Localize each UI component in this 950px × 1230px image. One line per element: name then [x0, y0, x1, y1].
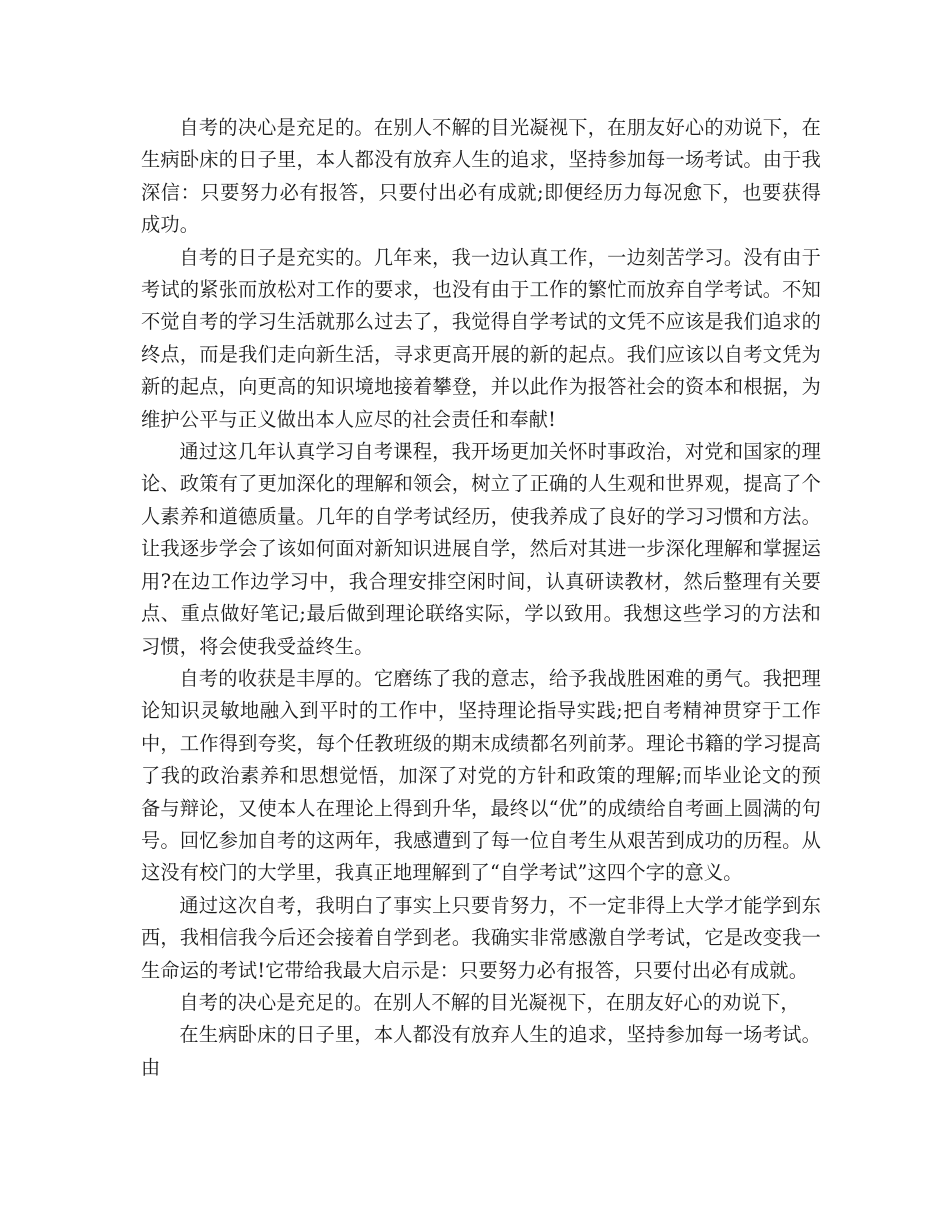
paragraph-6: 自考的决心是充足的。在别人不解的目光凝视下，在朋友好心的劝说下， — [179, 990, 800, 1014]
paragraph-3: 通过这几年认真学习自考课程，我开场更加关怀时事政治，对党和国家的理论、政策有了更加深化的理解和领会，树立了正确的人生观和世界观，提高了个人素养和道德质量。几年的自学考试经历，使我养成了良好的学习习惯和方法。让我逐步学会了该如何面对新知识进展自学，然后对其进一步深化理解和掌握运用?在边工作边学习中，我合理安排空闲时间，认真研读教材，然后整理有关要点、重点做好笔记;最后做到理论联络实际，学以致用。我想这些学习的方法和习惯，将会使我受益终生。 — [141, 440, 821, 658]
paragraph-1: 自考的决心是充足的。在别人不解的目光凝视下，在朋友好心的劝说下，在生病卧床的日子里，本人都没有放弃人生的追求，坚持参加每一场考试。由于我深信：只要努力必有报答，只要付出必有成就;即便经历力每况愈下，也要获得成功。 — [141, 116, 821, 237]
paragraph-4: 自考的收获是丰厚的。它磨练了我的意志，给予我战胜困难的勇气。我把理论知识灵敏地融入到平时的工作中，坚持理论指导实践;把自考精神贯穿于工作中，工作得到夸奖，每个任教班级的期末成绩都名列前茅。理论书籍的学习提高了我的政治素养和思想觉悟，加深了对党的方针和政策的理解;而毕业论文的预备与辩论，又使本人在理论上得到升华，最终以“优”的成绩给自考画上圆满的句号。回忆参加自考的这两年，我感遭到了每一位自考生从艰苦到成功的历程。从这没有校门的大学里，我真正地理解到了“自学考试”这四个字的意义。 — [141, 666, 821, 885]
paragraph-2: 自考的日子是充实的。几年来，我一边认真工作，一边刻苦学习。没有由于考试的紧张而放松对工作的要求，也没有由于工作的繁忙而放弃自学考试。不知不觉自考的学习生活就那么过去了，我觉得自学考试的文凭不应该是我们追求的终点，而是我们走向新生活，寻求更高开展的新的起点。我们应该以自考文凭为新的起点，向更高的知识境地接着攀登，并以此作为报答社会的资本和根据，为维护公平与正义做出本人应尽的社会责任和奉献! — [141, 245, 821, 431]
document-body — [141, 112, 821, 1084]
paragraph-7: 在生病卧床的日子里，本人都没有放弃人生的追求，坚持参加每一场考试。由 — [141, 1023, 821, 1079]
paragraph-5: 通过这次自考，我明白了事实上只要肯努力，不一定非得上大学才能学到东西，我相信我今后还会接着自学到老。我确实非常感激自学考试，它是改变我一生命运的考试!它带给我最大启示是：只要努力必有报答，只要付出必有成就。 — [141, 893, 821, 982]
